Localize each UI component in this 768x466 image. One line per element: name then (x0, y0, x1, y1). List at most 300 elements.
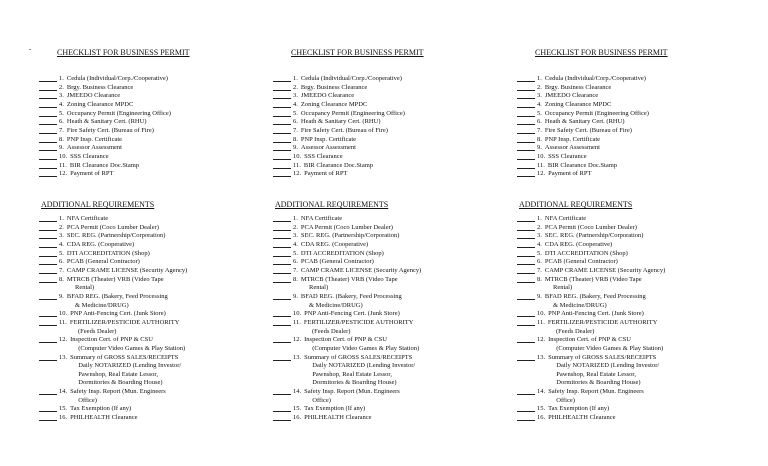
list-item (273, 144, 508, 153)
item-text: JMEEDO Clearance (300, 92, 355, 100)
checklist-list (517, 75, 752, 179)
list-item (517, 92, 752, 101)
item-number: 3. (293, 92, 298, 100)
item-number: 7. (537, 266, 542, 274)
list-item (39, 127, 274, 136)
list-item (517, 101, 752, 110)
item-text: FERTILIZER/PESTICIDE AUTHORITY (Feeds Dealer) (547, 318, 658, 335)
list-item (273, 250, 421, 259)
list-item (39, 162, 274, 171)
checkbox-blank-line (39, 310, 57, 317)
item-text: Summary of GROSS SALES/RECEIPTS Daily NOTARIZED (Lending Investor/ Pawnshop, Real Estate Lessor, Dormitories & Boarding House) (304, 353, 416, 387)
list-item (517, 84, 752, 93)
item-number: 16. (293, 414, 302, 422)
checkbox-blank-line (273, 388, 291, 395)
item-number: 9. (59, 292, 64, 300)
item-number: 5. (59, 249, 64, 257)
list-item (273, 414, 421, 423)
item-text: BIR Clearance Doc.Stamp (547, 161, 618, 169)
item-number: 9. (293, 144, 298, 152)
item-text: Assessor Assessment (66, 144, 122, 152)
item-number: 10. (537, 310, 546, 318)
item-number: 13. (537, 353, 546, 361)
item-text: Assessor Assessment (544, 144, 600, 152)
item-text: PCA Permit (Coco Lumber Dealer) (66, 223, 159, 231)
item-text: SSS Clearance (304, 152, 343, 160)
checkbox-blank-line (517, 75, 535, 82)
item-number: 7. (537, 126, 542, 134)
checkbox-blank-line (39, 276, 57, 283)
item-number: 16. (537, 414, 546, 422)
additional-section (273, 200, 421, 423)
list-item (517, 110, 752, 119)
item-text: Brgy. Business Clearance (66, 83, 134, 91)
item-number: 5. (537, 109, 542, 117)
list-item (517, 388, 665, 405)
item-number: 9. (59, 144, 64, 152)
item-number: 4. (537, 240, 542, 248)
list-item (517, 310, 665, 319)
item-text: Cedula (Individual/Corp./Cooperative) (544, 75, 646, 82)
list-item (517, 75, 752, 84)
checkbox-blank-line (273, 293, 291, 300)
list-item (39, 232, 187, 241)
item-text: Inspection Cert. of PNP & CSU (Computer Video Games & Play Station) (304, 336, 420, 352)
item-number: 3. (537, 232, 542, 240)
list-item (273, 136, 508, 145)
item-text: BIR Clearance Doc.Stamp (303, 161, 374, 169)
checkbox-blank-line (39, 84, 57, 91)
list-item (273, 75, 508, 84)
checkbox-blank-line (517, 92, 535, 99)
item-text: PNP Anti-Fencing Cert. (Junk Store) (548, 310, 644, 318)
additional-section (39, 200, 187, 423)
checkbox-blank-line (39, 267, 57, 274)
checkbox-blank-line (517, 215, 535, 222)
list-item (39, 310, 187, 319)
list-item (273, 388, 421, 405)
item-number: 14. (537, 388, 546, 396)
list-item (273, 224, 421, 233)
item-number: 8. (293, 275, 298, 283)
list-item (39, 414, 187, 423)
list-item (39, 258, 187, 267)
item-text: Safety Insp. Report (Mun. Engineers Office) (70, 388, 166, 404)
item-text: Brgy. Business Clearance (300, 83, 368, 91)
item-number: 4. (537, 100, 542, 108)
item-number: 12. (293, 336, 302, 344)
checkbox-blank-line (517, 110, 535, 117)
item-number: 13. (293, 353, 302, 361)
checkbox-blank-line (39, 153, 57, 160)
item-text: PCA Permit (Coco Lumber Dealer) (300, 223, 393, 231)
checkbox-blank-line (517, 118, 535, 125)
checklist-list (39, 75, 274, 179)
item-number: 4. (293, 100, 298, 108)
list-item (517, 127, 752, 136)
list-item (273, 293, 421, 310)
list-item (39, 215, 187, 224)
list-item (517, 267, 665, 276)
item-number: 7. (293, 126, 298, 134)
item-text: Heath & Sanitary Cert. (RHU) (300, 118, 381, 126)
list-item (273, 319, 421, 336)
item-text: Fire Safety Cert. (Bureau of Fire) (544, 126, 632, 134)
item-text: Inspection Cert. of PNP & CSU (Computer Video Games & Play Station) (70, 336, 186, 352)
item-number: 11. (293, 318, 301, 326)
list-item (517, 232, 665, 241)
checkbox-blank-line (517, 267, 535, 274)
item-text: BFAD REG. (Bakery, Feed Processing & Medicine/DRUG) (300, 292, 402, 309)
item-number: 5. (537, 249, 542, 257)
item-text: Tax Exemption (If any) (70, 405, 132, 413)
list-item (273, 241, 421, 250)
item-number: 8. (59, 275, 64, 283)
checkbox-blank-line (273, 224, 291, 231)
item-number: 8. (537, 135, 542, 143)
list-item (517, 354, 665, 389)
checkbox-blank-line (273, 354, 291, 361)
additional-title: ADDITIONAL REQUIREMENTS (275, 200, 389, 209)
item-text: Payment of RPT (548, 170, 592, 178)
item-number: 6. (537, 258, 542, 266)
checkbox-blank-line (273, 319, 291, 326)
list-item (273, 101, 508, 110)
additional-list (517, 215, 665, 423)
checklist-list (273, 75, 508, 179)
checkbox-blank-line (273, 267, 291, 274)
checkbox-blank-line (273, 110, 291, 117)
item-number: 7. (59, 266, 64, 274)
item-text: Fire Safety Cert. (Bureau of Fire) (300, 126, 388, 134)
list-item (517, 336, 665, 353)
list-item (39, 336, 187, 353)
checkbox-blank-line (517, 414, 535, 421)
list-item (273, 258, 421, 267)
item-number: 12. (537, 170, 546, 178)
item-number: 11. (293, 161, 301, 169)
list-item (273, 267, 421, 276)
checkbox-blank-line (39, 162, 57, 169)
item-number: 2. (293, 83, 298, 91)
item-number: 15. (293, 405, 302, 413)
item-text: CDA REG. (Cooperative) (66, 240, 135, 248)
item-number: 11. (59, 318, 67, 326)
item-number: 1. (59, 215, 64, 222)
checkbox-blank-line (517, 153, 535, 160)
item-text: Cedula (Individual/Corp./Cooperative) (300, 75, 402, 82)
checkbox-blank-line (517, 388, 535, 395)
item-number: 1. (293, 75, 298, 82)
item-text: DTI ACCREDITATION (Shop) (300, 249, 384, 257)
item-text: Assessor Assessment (300, 144, 356, 152)
list-item (273, 276, 421, 293)
checkbox-blank-line (517, 354, 535, 361)
checkbox-blank-line (39, 405, 57, 412)
checkbox-blank-line (273, 310, 291, 317)
checkbox-blank-line (39, 127, 57, 134)
checkbox-blank-line (517, 250, 535, 257)
item-text: Tax Exemption (If any) (304, 405, 366, 413)
checkbox-blank-line (273, 276, 291, 283)
item-number: 12. (537, 336, 546, 344)
list-item (39, 250, 187, 259)
list-item (517, 136, 752, 145)
item-text: CAMP CRAME LICENSE (Security Agency) (300, 266, 422, 274)
checkbox-blank-line (273, 101, 291, 108)
checkbox-blank-line (517, 293, 535, 300)
item-text: PCAB (General Contractor) (544, 258, 618, 266)
list-item (273, 310, 421, 319)
checkbox-blank-line (39, 388, 57, 395)
stray-mark: - (29, 45, 32, 53)
item-text: DTI ACCREDITATION (Shop) (544, 249, 628, 257)
list-item (39, 92, 274, 101)
item-text: PCAB (General Contractor) (66, 258, 140, 266)
checkbox-blank-line (517, 162, 535, 169)
list-item (517, 153, 752, 162)
item-text: Safety Insp. Report (Mun. Engineers Office) (548, 388, 644, 404)
list-item (39, 224, 187, 233)
list-item (273, 170, 508, 179)
list-item (39, 118, 274, 127)
list-item (39, 267, 187, 276)
item-number: 1. (59, 75, 64, 82)
item-text: DTI ACCREDITATION (Shop) (66, 249, 150, 257)
item-text: Inspection Cert. of PNP & CSU (Computer Video Games & Play Station) (548, 336, 664, 352)
item-text: FERTILIZER/PESTICIDE AUTHORITY (Feeds Dealer) (303, 318, 414, 335)
item-number: 16. (59, 414, 68, 422)
additional-section (517, 200, 665, 423)
checkbox-blank-line (39, 101, 57, 108)
list-item (517, 241, 665, 250)
list-item (273, 153, 508, 162)
checkbox-blank-line (39, 414, 57, 421)
list-item (517, 250, 665, 259)
item-text: SEC. REG. (Partnership/Corporation) (544, 232, 644, 240)
list-item (273, 118, 508, 127)
list-item (39, 388, 187, 405)
item-number: 6. (59, 118, 64, 126)
checkbox-blank-line (273, 162, 291, 169)
checkbox-blank-line (517, 127, 535, 134)
item-number: 2. (59, 223, 64, 231)
item-number: 8. (293, 135, 298, 143)
item-number: 3. (293, 232, 298, 240)
item-text: NFA Certificate (300, 215, 343, 222)
item-text: PNP Insp. Certificate (66, 135, 123, 143)
checkbox-blank-line (273, 75, 291, 82)
checklist-title: CHECKLIST FOR BUSINESS PERMIT (57, 48, 190, 57)
checkbox-blank-line (273, 241, 291, 248)
item-number: 4. (59, 240, 64, 248)
checkbox-blank-line (273, 405, 291, 412)
checkbox-blank-line (517, 276, 535, 283)
list-item (273, 405, 421, 414)
item-text: Occupancy Permit (Engineering Office) (300, 109, 405, 117)
item-text: SEC. REG. (Partnership/Corporation) (300, 232, 400, 240)
list-item (39, 293, 187, 310)
checklist-column-3 (517, 48, 752, 422)
checkbox-blank-line (273, 250, 291, 257)
checkbox-blank-line (273, 84, 291, 91)
item-number: 15. (59, 405, 68, 413)
item-text: Heath & Sanitary Cert. (RHU) (544, 118, 625, 126)
checkbox-blank-line (517, 232, 535, 239)
list-item (517, 414, 665, 423)
list-item (273, 354, 421, 389)
item-text: PHILHEALTH Clearance (304, 414, 372, 422)
checkbox-blank-line (273, 336, 291, 343)
item-number: 3. (59, 232, 64, 240)
item-number: 2. (537, 223, 542, 231)
list-item (39, 354, 187, 389)
checkbox-blank-line (39, 136, 57, 143)
list-item (517, 224, 665, 233)
item-number: 6. (293, 118, 298, 126)
checkbox-blank-line (39, 92, 57, 99)
item-number: 9. (537, 292, 542, 300)
item-text: CDA REG. (Cooperative) (544, 240, 613, 248)
item-text: MTRCB (Theater) VRB (Video Tape Rental) (300, 275, 398, 292)
item-text: Summary of GROSS SALES/RECEIPTS Daily NOTARIZED (Lending Investor/ Pawnshop, Real Estate Lessor, Dormitories & Boarding House) (548, 353, 660, 387)
item-text: PHILHEALTH Clearance (70, 414, 138, 422)
item-number: 10. (293, 310, 302, 318)
item-number: 2. (293, 223, 298, 231)
checkbox-blank-line (273, 118, 291, 125)
item-number: 10. (537, 152, 546, 160)
item-number: 12. (59, 170, 68, 178)
item-number: 7. (293, 266, 298, 274)
item-text: Zoning Clearance MPDC (66, 100, 134, 108)
item-text: PCA Permit (Coco Lumber Dealer) (544, 223, 637, 231)
item-number: 13. (59, 353, 68, 361)
item-number: 12. (59, 336, 68, 344)
item-text: Zoning Clearance MPDC (544, 100, 612, 108)
list-item (273, 92, 508, 101)
additional-title: ADDITIONAL REQUIREMENTS (41, 200, 155, 209)
checklist-title: CHECKLIST FOR BUSINESS PERMIT (535, 48, 668, 57)
item-text: BFAD REG. (Bakery, Feed Processing & Medicine/DRUG) (544, 292, 646, 309)
checkbox-blank-line (517, 170, 535, 177)
item-text: SSS Clearance (70, 152, 109, 160)
checkbox-blank-line (39, 319, 57, 326)
checkbox-blank-line (39, 293, 57, 300)
list-item (273, 336, 421, 353)
checkbox-blank-line (517, 224, 535, 231)
additional-list (273, 215, 421, 423)
item-text: MTRCB (Theater) VRB (Video Tape Rental) (66, 275, 164, 292)
checkbox-blank-line (39, 354, 57, 361)
item-text: NFA Certificate (544, 215, 587, 222)
item-number: 15. (537, 405, 546, 413)
list-item (517, 118, 752, 127)
item-number: 10. (293, 152, 302, 160)
list-item (39, 276, 187, 293)
checkbox-blank-line (517, 84, 535, 91)
list-item (273, 162, 508, 171)
list-item (39, 144, 274, 153)
list-item (517, 144, 752, 153)
checkbox-blank-line (517, 310, 535, 317)
checkbox-blank-line (273, 232, 291, 239)
list-item (273, 127, 508, 136)
item-text: NFA Certificate (66, 215, 109, 222)
item-text: PHILHEALTH Clearance (548, 414, 616, 422)
item-text: PNP Insp. Certificate (300, 135, 357, 143)
item-text: CAMP CRAME LICENSE (Security Agency) (66, 266, 188, 274)
checkbox-blank-line (39, 241, 57, 248)
list-item (273, 232, 421, 241)
checkbox-blank-line (273, 215, 291, 222)
item-number: 12. (293, 170, 302, 178)
item-number: 1. (537, 215, 542, 222)
list-item (517, 215, 665, 224)
item-number: 6. (537, 118, 542, 126)
checkbox-blank-line (39, 215, 57, 222)
item-number: 14. (59, 388, 68, 396)
item-number: 5. (59, 109, 64, 117)
list-item (39, 84, 274, 93)
checkbox-blank-line (39, 250, 57, 257)
item-text: Fire Safety Cert. (Bureau of Fire) (66, 126, 154, 134)
list-item (517, 258, 665, 267)
list-item (39, 136, 274, 145)
item-number: 4. (293, 240, 298, 248)
item-text: Tax Exemption (If any) (548, 405, 610, 413)
list-item (517, 293, 665, 310)
checkbox-blank-line (273, 153, 291, 160)
item-text: Zoning Clearance MPDC (300, 100, 368, 108)
item-text: JMEEDO Clearance (66, 92, 121, 100)
list-item (39, 75, 274, 84)
item-number: 6. (293, 258, 298, 266)
item-text: Occupancy Permit (Engineering Office) (544, 109, 649, 117)
list-item (39, 405, 187, 414)
list-item (273, 110, 508, 119)
item-text: Cedula (Individual/Corp./Cooperative) (66, 75, 168, 82)
item-number: 7. (59, 126, 64, 134)
item-number: 14. (293, 388, 302, 396)
checkbox-blank-line (273, 170, 291, 177)
item-text: FERTILIZER/PESTICIDE AUTHORITY (Feeds Dealer) (69, 318, 180, 335)
list-item (517, 276, 665, 293)
item-text: PNP Insp. Certificate (544, 135, 601, 143)
checklist-title: CHECKLIST FOR BUSINESS PERMIT (291, 48, 424, 57)
checkbox-blank-line (517, 258, 535, 265)
checklist-column-2 (273, 48, 508, 422)
list-item (39, 241, 187, 250)
item-number: 2. (59, 83, 64, 91)
list-item (39, 170, 274, 179)
item-text: PNP Anti-Fencing Cert. (Junk Store) (70, 310, 166, 318)
item-text: BFAD REG. (Bakery, Feed Processing & Medicine/DRUG) (66, 292, 168, 309)
list-item (39, 319, 187, 336)
checkbox-blank-line (39, 232, 57, 239)
item-text: Payment of RPT (70, 170, 114, 178)
item-number: 11. (537, 161, 545, 169)
checkbox-blank-line (273, 414, 291, 421)
item-text: SEC. REG. (Partnership/Corporation) (66, 232, 166, 240)
checklist-column-1 (39, 48, 274, 422)
checkbox-blank-line (39, 170, 57, 177)
item-text: Safety Insp. Report (Mun. Engineers Office) (304, 388, 400, 404)
item-number: 9. (293, 292, 298, 300)
item-text: CAMP CRAME LICENSE (Security Agency) (544, 266, 666, 274)
item-number: 5. (293, 249, 298, 257)
checkbox-blank-line (517, 101, 535, 108)
item-number: 1. (293, 215, 298, 222)
